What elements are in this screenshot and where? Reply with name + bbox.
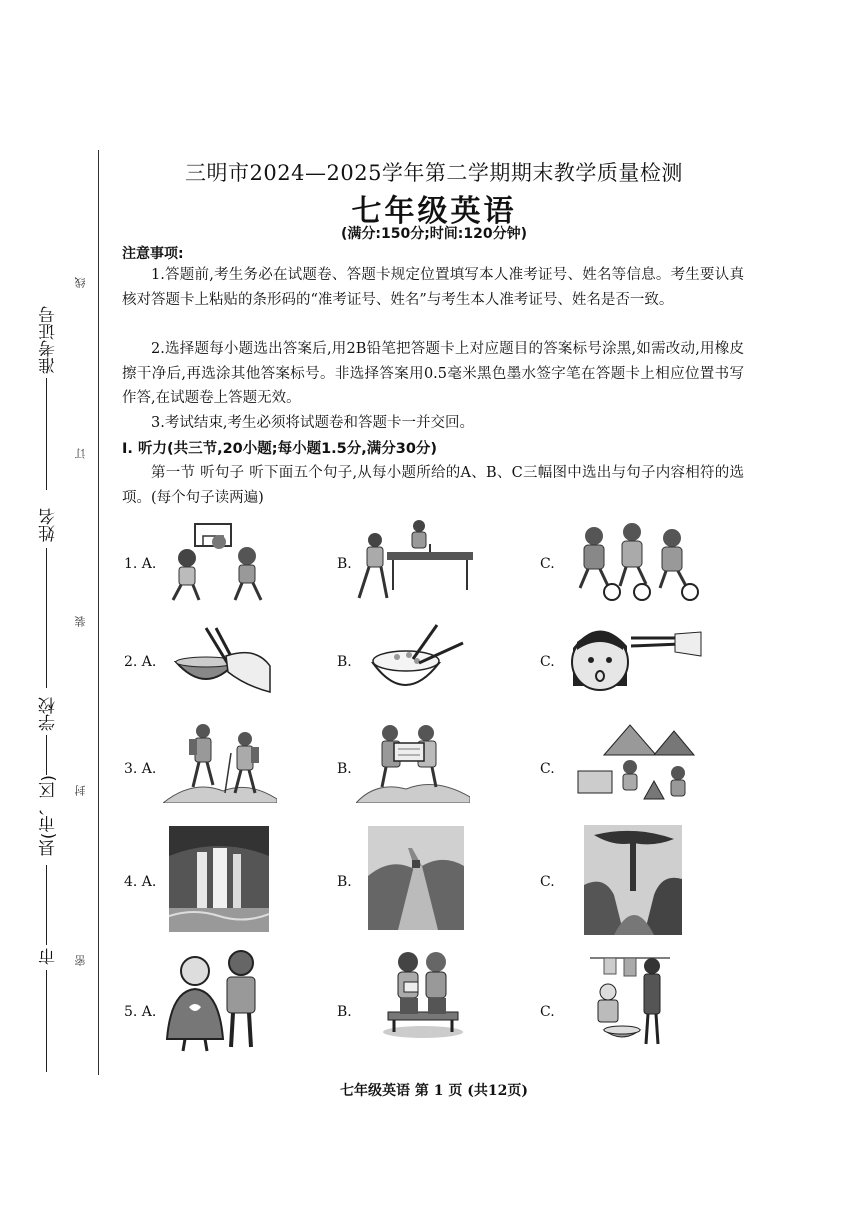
question-5-picture-a: [161, 947, 269, 1053]
city-fill-line: [46, 970, 47, 1072]
question-1-picture-c: [572, 522, 702, 604]
question-2-picture-a: [166, 626, 272, 696]
binding-line: [98, 150, 99, 1075]
question-2-picture-b: [369, 623, 465, 701]
exam-number-label: 准考证号: [39, 306, 59, 374]
seal-char-line: 线: [74, 277, 87, 288]
page-footer: 七年级英语 第 1 页 (共12页): [340, 1083, 528, 1099]
notice-heading: 注意事项:: [122, 246, 184, 262]
notice-item-3: 3.考试结束,考生必须将试题卷和答题卡一并交回。: [151, 415, 474, 431]
seal-char-secret: 密: [74, 955, 87, 966]
question-4-picture-c: [584, 825, 682, 935]
question-4-option-b-label: B.: [337, 874, 352, 890]
question-3-option-a-label: 3. A.: [124, 761, 157, 777]
question-4-option-c-label: C.: [540, 874, 555, 890]
question-1-option-c-label: C.: [540, 556, 555, 572]
notice-item-2: 2.选择题每小题选出答案后,用2B铅笔把答题卡上对应题目的答案标号涂黑,如需改动,用橡皮擦干净后,再选涂其他答案标号。非选择答案用0.5毫米黑色墨水签字笔在答题卡上相应位置书写作答,在试题卷上答题无效。: [122, 341, 744, 406]
question-2-picture-c: [565, 616, 703, 706]
question-5-picture-c: [584, 948, 674, 1048]
question-5-option-b-label: B.: [337, 1004, 352, 1020]
seal-char-bind: 订: [74, 448, 87, 459]
county-label: 县(市、区): [39, 775, 59, 857]
subject-title: 七年级英语: [351, 194, 517, 229]
question-2-option-a-label: 2. A.: [124, 654, 157, 670]
question-4-picture-a: [169, 826, 269, 932]
question-3-picture-a: [163, 721, 277, 803]
listening-section-heading: Ⅰ. 听力(共三节,20小题;每小题1.5分,满分30分): [122, 441, 438, 457]
notice-item-1: 1.答题前,考生务必在试题卷、答题卡规定位置填写本人准考证号、姓名等信息。考生要认真核对答题卡上粘贴的条形码的“准考证号、姓名”与考生本人准考证号、姓名是否一致。: [122, 267, 744, 308]
name-label: 姓名: [39, 508, 59, 542]
question-5-picture-b: [382, 950, 464, 1038]
school-label: 学校: [39, 697, 59, 731]
name-fill-line: [46, 548, 47, 688]
seal-char-pack: 装: [74, 616, 87, 627]
school-fill-line: [46, 735, 47, 775]
question-1-option-b-label: B.: [337, 556, 352, 572]
listening-part1-instruction: 第一节 听句子 听下面五个句子,从每小题所给的A、B、C三幅图中选出与句子内容相符的选项。(每个句子读两遍): [122, 465, 744, 506]
question-1-option-a-label: 1. A.: [124, 556, 157, 572]
question-4-option-a-label: 4. A.: [124, 874, 157, 890]
seal-char-seal: 封: [74, 785, 87, 796]
question-2-option-c-label: C.: [540, 654, 555, 670]
county-fill-line: [46, 865, 47, 945]
question-5-option-a-label: 5. A.: [124, 1004, 157, 1020]
exam-title: 三明市2024—2025学年第二学期期末教学质量检测: [185, 161, 683, 185]
score-time-info: (满分:150分;时间:120分钟): [340, 226, 528, 242]
question-3-option-c-label: C.: [540, 761, 555, 777]
question-3-picture-c: [574, 721, 700, 803]
exam-number-fill-line: [46, 378, 47, 490]
question-3-option-b-label: B.: [337, 761, 352, 777]
city-label: 市: [39, 948, 59, 965]
question-2-option-b-label: B.: [337, 654, 352, 670]
question-1-picture-b: [353, 518, 479, 602]
question-5-option-c-label: C.: [540, 1004, 555, 1020]
question-4-picture-b: [368, 826, 464, 930]
question-1-picture-a: [163, 520, 275, 604]
question-3-picture-b: [356, 721, 470, 803]
